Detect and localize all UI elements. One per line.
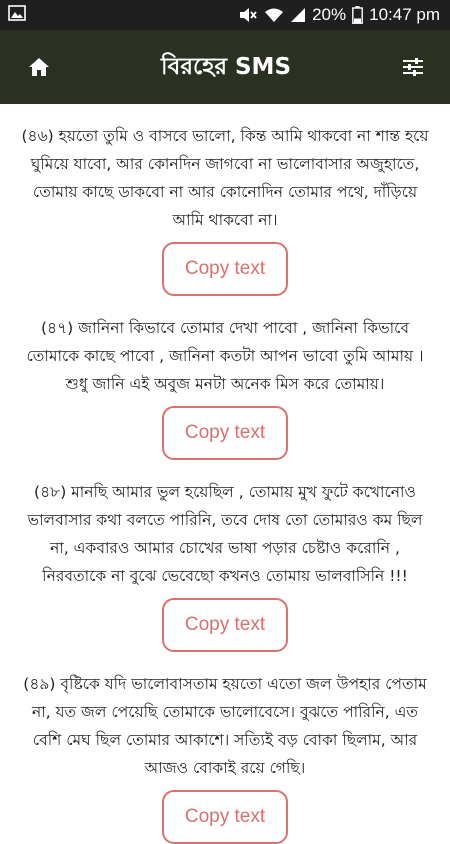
list-item bbox=[0, 296, 450, 460]
list-item bbox=[0, 104, 450, 296]
battery-percent: 20% bbox=[312, 5, 347, 24]
wifi-icon bbox=[264, 7, 284, 23]
sms-text: (৪৮) মানছি আমার ভুল হয়েছিল , তোমায় মুখ ফুটে কখোনোও ভালবাসার কথা বলতে পারিনি, তবে দোষ তো তোমারও কম ছিল না, একবারও আমার চোখের ভাষা পড়ার চেষ্টাও করোনি , নিরবতাকে না বুঝে ভেবেছো কখনও তোমায় ভালবাসিনি !!! bbox=[27, 483, 423, 585]
status-time: 10:47 pm bbox=[369, 5, 440, 24]
sms-text: (৪৭) জানিনা কিভাবে তোমার দেখা পাবো , জানিনা কিভাবে তোমাকে কাছে পাবো , জানিনা কতটা আপন ভাবো তুমি আমায় । শুধু জানি এই অবুজ মনটা অনেক মিস করে তোমায়। bbox=[26, 319, 424, 393]
status-right bbox=[238, 5, 440, 25]
status-bar bbox=[0, 0, 450, 30]
page-title: বিরহের SMS bbox=[160, 53, 292, 80]
copy-text-button[interactable]: Copy text bbox=[162, 406, 288, 460]
list-item bbox=[0, 460, 450, 652]
image-icon bbox=[8, 5, 26, 25]
copy-text-button[interactable]: Copy text bbox=[162, 598, 288, 652]
sms-text: (৪৬) হয়তো তুমি ও বাসবে ভালো, কিন্ত আমি থাকবো না শান্ত হয়ে ঘুমিয়ে যাবো, আর কোনদিন জাগবো না ভালোবাসার অজুহাতে, তোমায় কাছে ডাকবো না আর কোনোদিন তোমার পথে, দাঁড়িয়ে আমি থাকবো না। bbox=[21, 127, 429, 229]
signal-icon bbox=[290, 7, 306, 23]
sms-list[interactable] bbox=[0, 104, 450, 827]
home-icon[interactable] bbox=[26, 54, 52, 80]
sms-text: (৪৯) বৃষ্টিকে যদি ভালোবাসতাম হয়তো এতো জল উপহার পেতাম না, যত জল পেয়েছি তোমাকে ভালোবেসে। বুঝতে পারিনি, এত বেশি মেঘ ছিল তোমার আকাশে। সত্যিই বড় বোকা ছিলাম, আর আজও বোকাই রয়ে গেছি। bbox=[23, 675, 427, 777]
status-left bbox=[8, 5, 26, 25]
list-item bbox=[0, 652, 450, 844]
battery-icon bbox=[352, 6, 363, 24]
copy-text-button[interactable]: Copy text bbox=[162, 790, 288, 844]
settings-sliders-icon[interactable] bbox=[400, 54, 426, 80]
app-bar bbox=[0, 30, 450, 104]
copy-text-button[interactable]: Copy text bbox=[162, 242, 288, 296]
mute-icon bbox=[238, 6, 258, 24]
